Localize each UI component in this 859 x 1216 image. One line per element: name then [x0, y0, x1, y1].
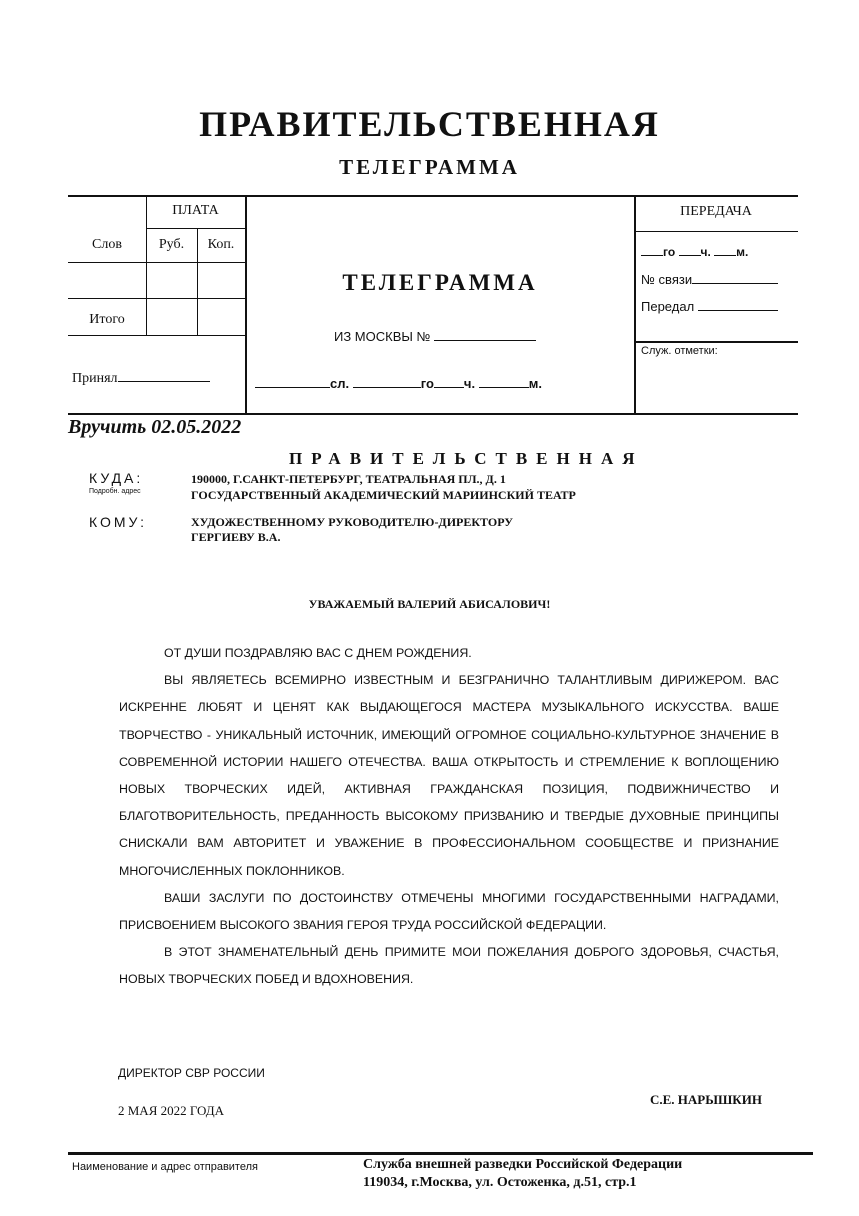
payment-row-1 — [146, 228, 245, 229]
iz-moskvy-field — [334, 328, 536, 344]
form-divider-right — [634, 195, 636, 413]
iz-moskvy-blank — [434, 328, 536, 341]
greeting: УВАЖАЕМЫЙ ВАЛЕРИЙ АБИСАЛОВИЧ! — [308, 597, 551, 611]
kuda-label: КУДА: — [89, 470, 144, 486]
prinyal-label: Принял — [72, 371, 118, 386]
ch-label: ч. — [463, 376, 476, 391]
rub-label: Руб. — [158, 237, 185, 252]
komu-label: КОМУ: — [89, 514, 148, 530]
m-label: м. — [528, 376, 542, 391]
sluzh-divider — [634, 341, 798, 343]
payment-row-3 — [68, 298, 245, 299]
peredal-blank — [698, 298, 778, 311]
pered-go-blank — [641, 243, 663, 256]
pered-m-blank — [714, 243, 736, 256]
sender-label: Наименование и адрес отправителя — [72, 1161, 258, 1173]
paragraph-2: ВЫ ЯВЛЯЕТЕСЬ ВСЕМИРНО ИЗВЕСТНЫМ И БЕЗГРАНИЧНО ТАЛАНТЛИВЫМ ДИРИЖЕРОМ. ВАС ИСКРЕННЕ ЛЮБЯТ И ЦЕНЯТ КАК ВЫДАЮЩЕГОСЯ МАСТЕРА МУЗЫКАЛЬНОГО ИСКУССТВА. ВАШЕ ТВОРЧЕСТВО - УНИКАЛЬНЫЙ ИСТОЧНИК, ИМЕЮЩИЙ ОГРОМНОЕ СОЦИАЛЬНО-КУЛЬТУРНОЕ ЗНАЧЕНИЕ В СОВРЕМЕННОЙ ИСТОРИИ НАШЕГО ОТЕЧЕСТВА. ВАША ОТКРЫТОСТЬ И СТРЕМЛЕНИЕ К ВОПЛОЩЕНИЮ НОВЫХ ТВОРЧЕСКИХ ИДЕЙ, АКТИВНАЯ ГРАЖДАНСКАЯ ПОЗИЦИЯ, ПОДВИЖНИЧЕСТВО И БЛАГОТВОРИТЕЛЬНОСТЬ, ПРЕДАННОСТЬ ВЫСОКОМУ ПРИЗВАНИЮ И ТВЕРДЫЕ ДУХОВНЫЕ ПРИНЦИПЫ СНИСКАЛИ ВАМ АВТОРИТЕТ И УВАЖЕНИЕ В ПРОФЕССИОНАЛЬНОМ СООБЩЕСТВЕ И ПРИЗНАНИЕ МНОГОЧИСЛЕННЫХ ПОКЛОННИКОВ. — [119, 673, 779, 878]
nomer-svyazi-field — [641, 271, 778, 287]
iz-moskvy-label: ИЗ МОСКВЫ № — [334, 329, 431, 344]
form-divider-left — [245, 195, 247, 413]
paragraph-4: В ЭТОТ ЗНАМЕНАТЕЛЬНЫЙ ДЕНЬ ПРИМИТЕ МОИ ПОЖЕЛАНИЯ ДОБРОГО ЗДОРОВЬЯ, СЧАСТЬЯ, НОВЫХ ТВОРЧЕСКИХ ПОБЕД И ВДОХНОВЕНИЯ. — [119, 945, 779, 987]
letter-date: 2 МАЯ 2022 ГОДА — [118, 1103, 225, 1118]
payment-row-4 — [68, 335, 245, 336]
nomer-svyazi-label: № связи — [641, 272, 693, 287]
go-label: го — [420, 376, 434, 391]
peredal-field — [641, 298, 778, 314]
peredacha-time-line — [641, 243, 748, 259]
go-blank — [353, 375, 421, 388]
form-top-border — [68, 195, 798, 197]
deliver-date: Вручить 02.05.2022 — [68, 416, 242, 438]
pered-ch-label: ч. — [700, 245, 711, 259]
pered-go-label: го — [663, 245, 676, 259]
prinyal-blank — [118, 369, 210, 382]
peredacha-divider — [634, 231, 798, 232]
peredacha-label: ПЕРЕДАЧА — [680, 204, 752, 219]
form-bottom-border — [68, 413, 798, 415]
payment-row-2 — [68, 262, 245, 263]
sl-label: сл. — [330, 376, 350, 391]
ch-blank — [434, 375, 464, 388]
m-blank — [479, 375, 529, 388]
kop-label: Коп. — [207, 237, 235, 252]
address-line-1: 190000, Г.САНКТ-ПЕТЕРБУРГ, ТЕАТРАЛЬНАЯ ПЛ., Д. 1 — [191, 472, 506, 486]
peredal-label: Передал — [641, 299, 695, 314]
recipient-line-1: ХУДОЖЕСТВЕННОМУ РУКОВОДИТЕЛЮ-ДИРЕКТОРУ — [191, 515, 514, 529]
paragraph-1: ОТ ДУШИ ПОЗДРАВЛЯЮ ВАС С ДНЕМ РОЖДЕНИЯ. — [164, 646, 472, 660]
recipient-line-2: ГЕРГИЕВУ В.А. — [191, 530, 281, 544]
telegram-type: ПРАВИТЕЛЬСТВЕННАЯ — [289, 449, 644, 468]
letter-body — [119, 640, 779, 994]
sender-line-1: Служба внешней разведки Российской Федерации — [363, 1157, 683, 1172]
prinyal-field — [72, 369, 210, 387]
transmission-time-line — [255, 375, 542, 391]
signer-position: ДИРЕКТОР СВР РОССИИ — [118, 1066, 265, 1080]
sluzh-label: Служ. отметки: — [641, 345, 718, 357]
podrobn-label: Подробн. адрес — [89, 488, 141, 495]
pered-m-label: м. — [736, 245, 749, 259]
footer-rule — [68, 1152, 813, 1155]
sl-blank — [255, 375, 330, 388]
document-title: ПРАВИТЕЛЬСТВЕННАЯ — [199, 104, 660, 144]
pered-ch-blank — [679, 243, 701, 256]
sender-line-2: 119034, г.Москва, ул. Остоженка, д.51, стр.1 — [363, 1175, 637, 1190]
form-telegram-title: ТЕЛЕГРАММА — [342, 270, 538, 295]
address-line-2: ГОСУДАРСТВЕННЫЙ АКАДЕМИЧЕСКИЙ МАРИИНСКИЙ ТЕАТР — [191, 488, 576, 502]
itogo-label: Итого — [89, 312, 125, 327]
plata-label: ПЛАТА — [172, 203, 219, 218]
document-subtitle: ТЕЛЕГРАММА — [339, 155, 520, 179]
paragraph-3: ВАШИ ЗАСЛУГИ ПО ДОСТОИНСТВУ ОТМЕЧЕНЫ МНОГИМИ ГОСУДАРСТВЕННЫМИ НАГРАДАМИ, ПРИСВОЕНИЕМ ВЫСОКОГО ЗВАНИЯ ГЕРОЯ ТРУДА РОССИЙСКОЙ ФЕДЕРАЦИИ. — [119, 890, 779, 933]
signer-name: С.Е. НАРЫШКИН — [650, 1092, 762, 1107]
slov-label: Слов — [92, 237, 122, 252]
nomer-svyazi-blank — [692, 271, 778, 284]
